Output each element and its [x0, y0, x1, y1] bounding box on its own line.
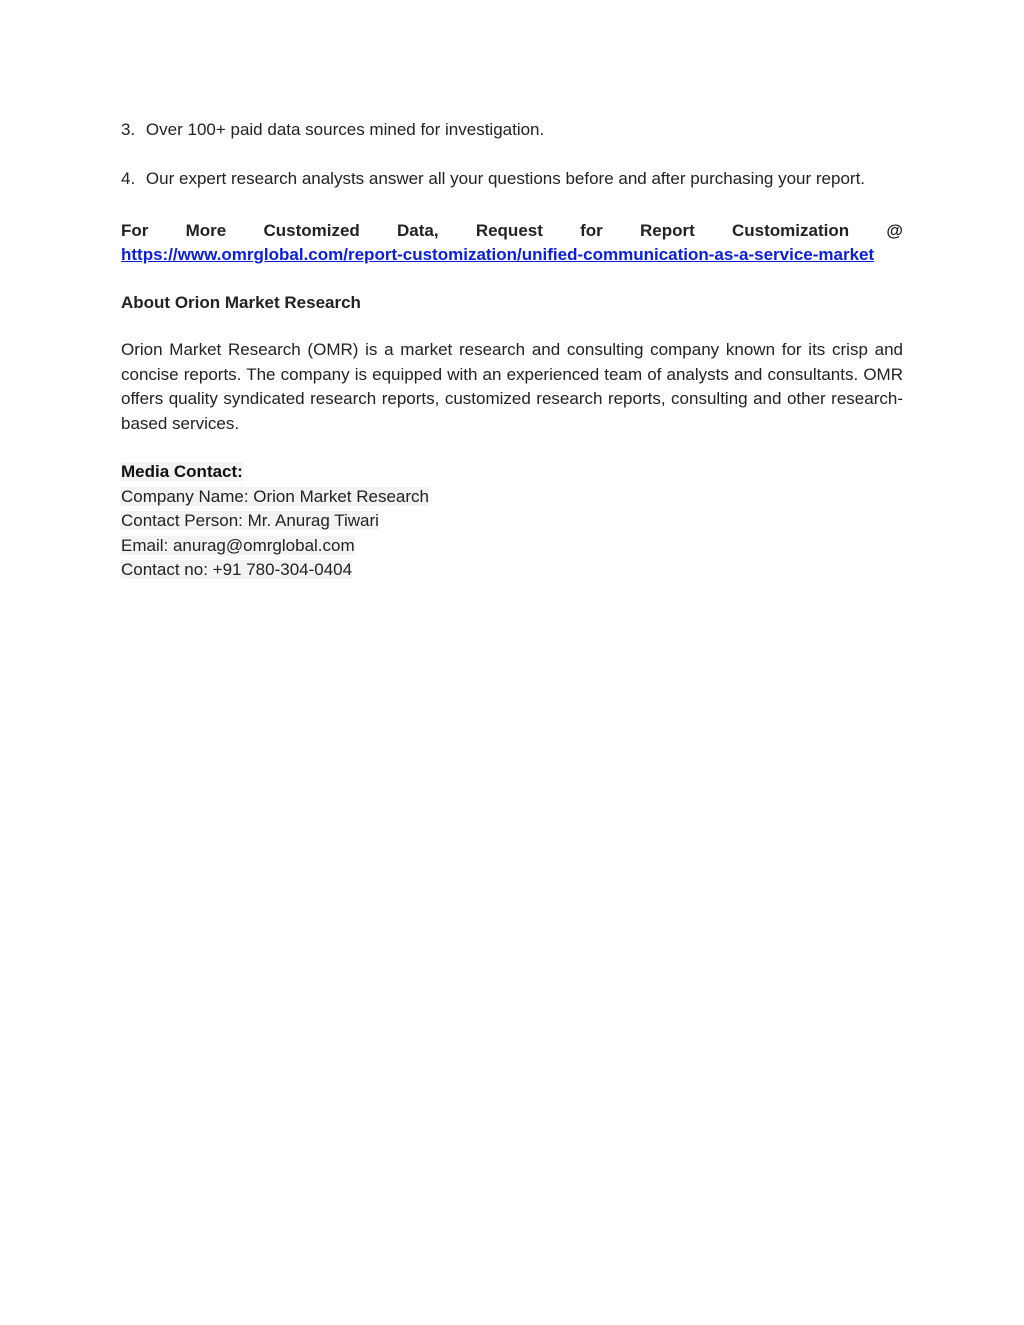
list-item-text: Over 100+ paid data sources mined for investigation. [145, 120, 545, 139]
list-item-text: Our expert research analysts answer all your questions before and after purchasing your report. [145, 168, 866, 188]
contact-phone: Contact no: +91 780-304-0404 [121, 560, 353, 579]
cta-word: @ [886, 220, 903, 240]
cta-word: For [121, 220, 149, 240]
cta-word: More [185, 220, 227, 240]
contact-email: Email: anurag@omrglobal.com [121, 535, 355, 555]
cta-word: Customized [263, 220, 360, 240]
about-body: Orion Market Research (OMR) is a market research and consulting company known for its crisp and concise reports. The company is equipped with an experienced team of analysts and consultants. OMR offers quality syndicated research reports, customized research reports, consulting and other research-based services. [121, 340, 903, 433]
list-number: 4. [121, 168, 136, 188]
cta-word: Customization [732, 220, 850, 240]
cta-word: for [580, 220, 603, 240]
list-item-3 [121, 118, 903, 143]
cta-word: Report [640, 220, 695, 240]
list-item-4 [121, 164, 903, 193]
contact-person: Contact Person: Mr. Anurag Tiwari [121, 511, 379, 530]
customization-link[interactable]: https://www.omrglobal.com/report-customization/unified-communication-as-a-service-market [121, 245, 875, 264]
customization-request-line [121, 219, 903, 244]
media-contact-block [121, 460, 903, 583]
cta-word: Data, [397, 220, 439, 240]
about-heading: About Orion Market Research [121, 292, 361, 312]
list-number: 3. [121, 120, 136, 139]
media-contact-heading: Media Contact: [121, 462, 243, 481]
contact-company: Company Name: Orion Market Research [121, 486, 430, 506]
cta-word: Request [475, 220, 543, 240]
document-page [121, 118, 903, 583]
